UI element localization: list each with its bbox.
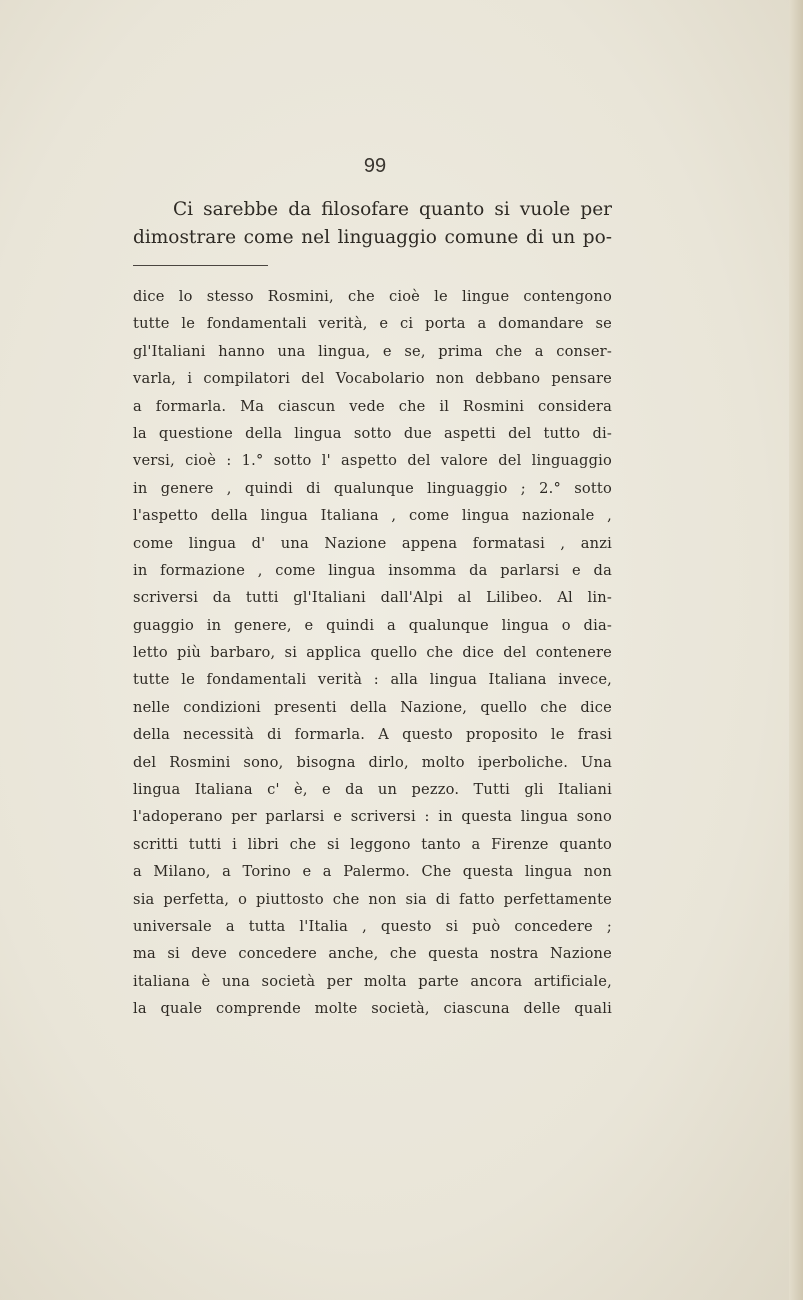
footnote-line: come lingua d' una Nazione appena formatasi , anzi <box>133 534 612 552</box>
footnote-line: l'aspetto della lingua Italiana , come lingua nazionale , <box>133 507 612 525</box>
footnote-line: universale a tutta l'Italia , questo si può concedere ; <box>133 917 612 935</box>
footnote-line: a formarla. Ma ciascun vede che il Rosmini considera <box>133 397 612 415</box>
footnote-line: la quale comprende molte società, ciascuna delle quali <box>133 1000 612 1018</box>
footnote-line: sia perfetta, o piuttosto che non sia di fatto perfettamente <box>133 890 612 908</box>
footnote-line: tutte le fondamentali verità : alla lingua Italiana invece, <box>133 671 612 689</box>
footnote-line: tutte le fondamentali verità, e ci porta a domandare se <box>133 315 612 333</box>
footnote-line: scritti tutti i libri che si leggono tanto a Firenze quanto <box>133 835 612 853</box>
footnote-line: scriversi da tutti gl'Italiani dall'Alpi al Lilibeo. Al lin- <box>133 589 612 607</box>
footnote-line: versi, cioè : 1.° sotto l' aspetto del valore del linguaggio <box>133 452 612 470</box>
footnote-line: della necessità di formarla. A questo proposito le frasi <box>133 726 612 744</box>
footnote-line: la questione della lingua sotto due aspetti del tutto di- <box>133 424 612 442</box>
page-number: 99 <box>363 155 387 177</box>
footnote-text <box>133 283 612 1023</box>
footnote-line: in genere , quindi di qualunque linguaggio ; 2.° sotto <box>133 479 612 497</box>
footnote-line: gl'Italiani hanno una lingua, e se, prima che a conser- <box>133 342 612 360</box>
footnote-line: letto più barbaro, si applica quello che dice del contenere <box>133 644 612 662</box>
footnote-line: lingua Italiana c' è, e da un pezzo. Tutti gli Italiani <box>133 781 612 799</box>
footnote-line: ma si deve concedere anche, che questa nostra Nazione <box>133 945 612 963</box>
footnote-line: del Rosmini sono, bisogna dirlo, molto iperboliche. Una <box>133 753 612 771</box>
footnote-line: varla, i compilatori del Vocabolario non debbano pensare <box>133 370 612 388</box>
footnote-line: dice lo stesso Rosmini, che cioè le lingue contengono <box>133 288 612 305</box>
body-line: Ci sarebbe da filosofare quanto si vuole per <box>173 199 612 220</box>
body-line: dimostrare come nel linguaggio comune di un po- <box>133 227 612 248</box>
footnote-rule <box>133 265 268 266</box>
footnote-line: in formazione , come lingua insomma da parlarsi e da <box>133 561 612 579</box>
footnote-line: a Milano, a Torino e a Palermo. Che questa lingua non <box>133 863 612 881</box>
footnote-line: nelle condizioni presenti della Nazione, quello che dice <box>133 698 612 716</box>
page-edge <box>789 0 803 1300</box>
footnote-line: guaggio in genere, e quindi a qualunque lingua o dia- <box>133 616 612 634</box>
footnote-line: l'adoperano per parlarsi e scriversi : in questa lingua sono <box>133 808 612 826</box>
body-text <box>133 196 612 252</box>
footnote-line: italiana è una società per molta parte ancora artificiale, <box>133 972 612 990</box>
